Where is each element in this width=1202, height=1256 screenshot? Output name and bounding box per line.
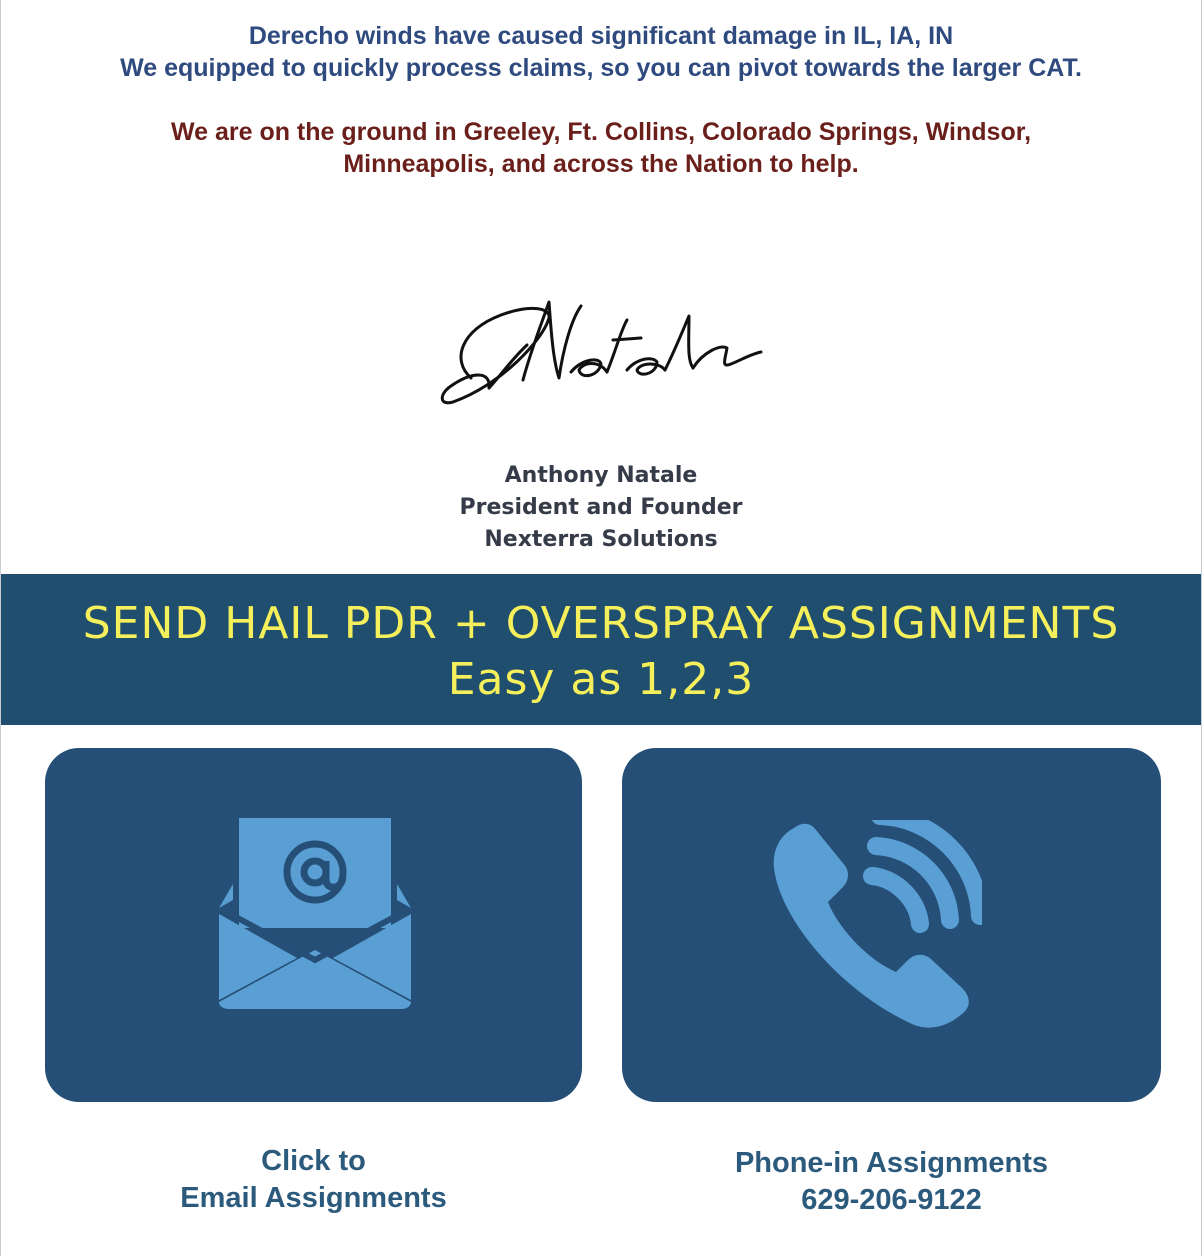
phone-number[interactable]: 629-206-9122 [801,1184,982,1216]
email-assignments-link[interactable] [45,1143,582,1217]
phone-call-icon [772,820,982,1030]
signer-name: Anthony Natale [504,463,698,488]
intro-line-4: Minneapolis, and across the Nation to help. [343,150,859,178]
handwritten-signature [431,290,771,415]
email-caption-line-2: Email Assignments [180,1182,447,1214]
intro-line-1: Derecho winds have caused significant damage in IL, IA, IN [248,22,954,50]
signer-company: Nexterra Solutions [484,527,718,552]
banner-subline: Easy as 1,2,3 [447,654,755,705]
phone-caption [622,1145,1161,1219]
intro-text [1,20,1201,180]
banner-headline: SEND HAIL PDR + OVERSPRAY ASSIGNMENTS [82,598,1120,649]
email-envelope-icon [217,816,413,1012]
assignments-banner [1,574,1201,725]
intro-line-3: We are on the ground in Greeley, Ft. Collins, Colorado Springs, Windsor, [170,118,1032,146]
email-caption-line-1: Click to [261,1145,366,1177]
intro-line-2: We equipped to quickly process claims, so you can pivot towards the larger CAT. [120,54,1082,82]
signature-block [1,460,1201,556]
phone-assignments-button[interactable] [622,748,1161,1102]
email-assignments-button[interactable] [45,748,582,1102]
phone-caption-label: Phone-in Assignments [734,1147,1049,1179]
signer-title: President and Founder [459,495,743,520]
